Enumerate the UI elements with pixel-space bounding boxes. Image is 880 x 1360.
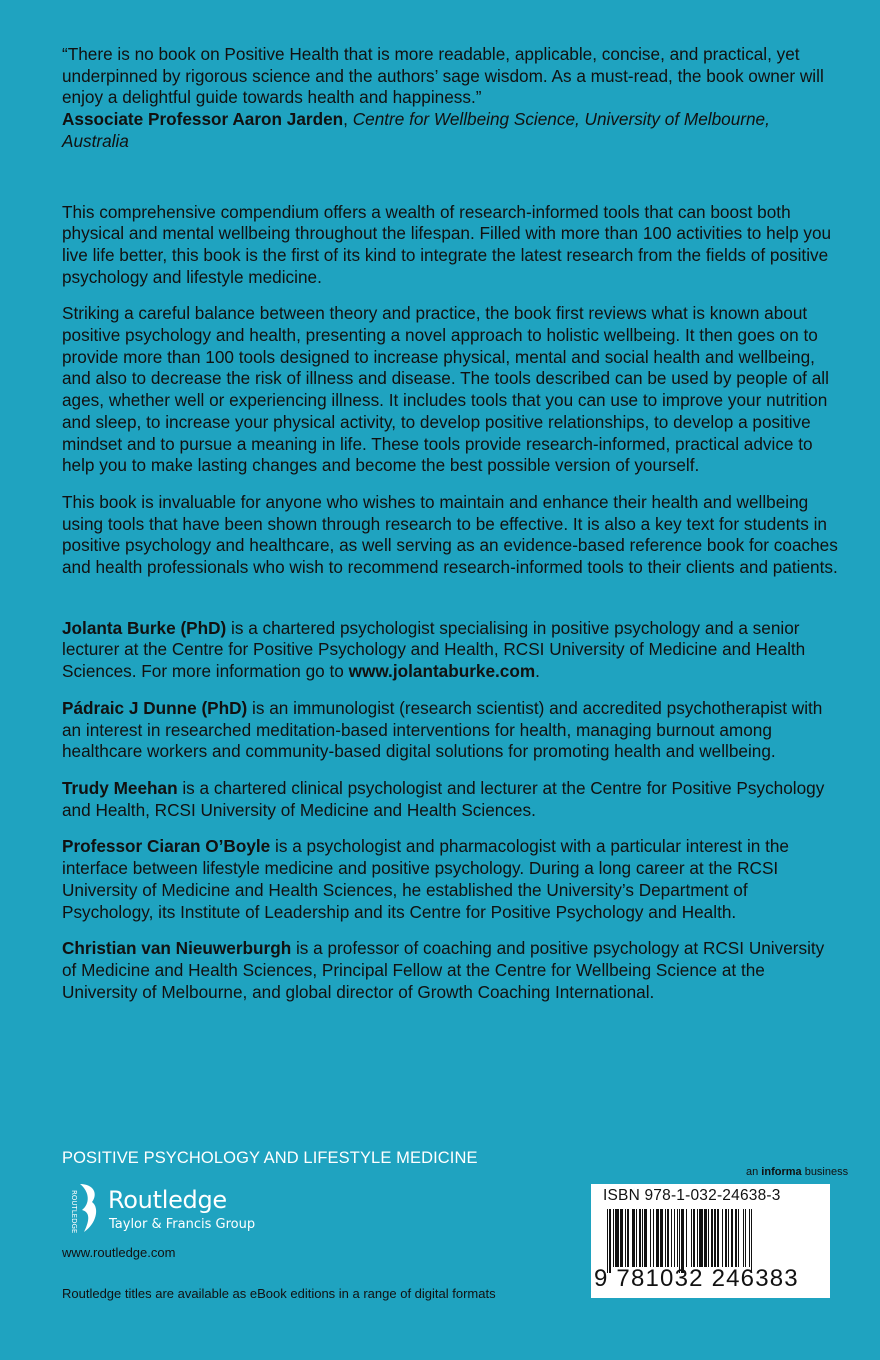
author-website-link[interactable]: www.jolantaburke.com xyxy=(348,661,536,682)
barcode-bar xyxy=(639,1209,640,1267)
ebook-note: Routledge titles are available as eBook editions in a range of digital formats xyxy=(62,1286,496,1301)
barcode-bar xyxy=(711,1209,712,1267)
publisher-name: Routledge xyxy=(108,1186,227,1214)
barcode-bar xyxy=(613,1209,614,1267)
publisher-url[interactable]: www.routledge.com xyxy=(62,1245,176,1260)
barcode-bar xyxy=(743,1209,744,1267)
author-bio: Jolanta Burke (PhD) is a chartered psychologist specialising in positive psychology and a senior lecturer at the Centre for Positive Psychology and Health, RCSI University of Medicine and Health Sciences. For more information go to www.jolantaburke.com. xyxy=(62,617,806,682)
barcode-bar xyxy=(607,1209,608,1273)
barcode-bar xyxy=(609,1209,610,1273)
barcode-bar xyxy=(636,1209,637,1267)
author-name: Professor Ciaran O’Boyle xyxy=(62,836,271,857)
barcode-bar xyxy=(660,1209,664,1267)
barcode-bar xyxy=(667,1209,669,1267)
author-bio: Christian van Nieuwerburgh is a professor of coaching and positive psychology at RCSI University of Medicine and Health Sciences, Principal Fellow at the Centre for Wellbeing Science at the University of Melbourne, and global director of Growth Coaching International. xyxy=(62,938,825,1002)
endorsement-quote: “There is no book on Positive Health that is more readable, applicable, concise, and practical, yet underpinned by rigorous science and the authors’ sage wisdom. As a must-read, the book owner will enjoy a delightful guide towards health and happiness.” Associate Professor Aaron Jarden, Centre for Wellbeing Science, University of Melbourne, Australia xyxy=(62,44,824,151)
author-name: Christian van Nieuwerburgh xyxy=(62,938,292,959)
barcode-bar xyxy=(671,1209,672,1267)
barcode-bar xyxy=(656,1209,658,1267)
barcode-bar xyxy=(714,1209,716,1267)
barcode-bar xyxy=(699,1209,703,1267)
isbn-label: ISBN 978-1-032-24638-3 xyxy=(603,1187,781,1204)
barcode-bar xyxy=(679,1209,680,1273)
barcode-bar xyxy=(642,1209,643,1267)
description-paragraph: This book is invaluable for anyone who wishes to maintain and enhance their health and wellbeing using tools that have been shown through research to be effective. It is also a key text for students in positive psychology and healthcare, as well serving as an evidence-based reference book for coaches and health professionals who wish to recommend research-informed tools to their clients and patients. xyxy=(62,491,838,578)
series-title: POSITIVE PSYCHOLOGY AND LIFESTYLE MEDICINE xyxy=(62,1149,478,1167)
barcode-bars xyxy=(607,1209,817,1267)
author-name: Jolanta Burke (PhD) xyxy=(62,617,227,638)
barcode-bar xyxy=(735,1209,736,1267)
barcode-bar xyxy=(625,1209,626,1267)
barcode-bar xyxy=(749,1209,750,1267)
barcode-bar xyxy=(751,1209,752,1273)
barcode-bar xyxy=(745,1209,746,1267)
barcode-bar xyxy=(708,1209,709,1267)
author-name: Trudy Meehan xyxy=(62,777,178,798)
publisher-group: Taylor & Francis Group xyxy=(109,1217,256,1232)
author-bio: Trudy Meehan is a chartered clinical psychologist and lecturer at the Centre for Positive Psychology and Health, RCSI University of Medicine and Health Sciences. xyxy=(62,777,825,820)
routledge-emblem-icon xyxy=(62,1180,102,1238)
author-bio: Professor Ciaran O’Boyle is a psychologist and pharmacologist with a particular interest in the interface between lifestyle medicine and positive psychology. During a long career at the RCSI University of Medicine and Health Sciences, he established the University’s Department of Psychology, its Institute of Leadership and its Centre for Positive Psychology and Health. xyxy=(62,836,789,922)
barcode-bar xyxy=(686,1209,687,1267)
barcode-bar xyxy=(731,1209,733,1267)
barcode-bar xyxy=(653,1209,654,1267)
routledge-emblem-text: ROUTLEDGE xyxy=(70,1190,78,1234)
quote-affiliation: Centre for Wellbeing Science, University of Melbourne, Australia xyxy=(62,109,770,151)
barcode-bar xyxy=(693,1209,694,1267)
barcode-bar xyxy=(615,1209,619,1267)
back-cover-text xyxy=(62,44,838,1018)
barcode-bar xyxy=(620,1209,622,1267)
barcode-bar xyxy=(632,1209,634,1267)
barcode-bar xyxy=(697,1209,698,1267)
barcode-bar xyxy=(677,1209,678,1267)
description-paragraph: This comprehensive compendium offers a wealth of research-informed tools that can boost both physical and mental wellbeing throughout the lifespan. Filled with more than 100 activities to help you live life better, this book is the first of its kind to integrate the latest research from the fields of positive psychology and lifestyle medicine. xyxy=(62,201,832,287)
barcode-bar xyxy=(717,1209,718,1267)
description-paragraph: Striking a careful balance between theory and practice, the book first reviews what is known about positive psychology and health, presenting a novel approach to holistic wellbeing. It then goes on to provide more than 100 tools designed to increase physical, mental and social health and wellbeing, and also to decrease the risk of illness and disease. The tools described can be used by people of all ages, whether well or experiencing illness. It includes tools that you can use to improve your nutrition and sleep, to increase your physical activity, to develop positive relationships, to develop a positive mindset and to pursue a meaning in life. These tools provide research-informed, practical advice to help you to make lasting changes and become the best possible version of yourself. xyxy=(62,303,829,476)
barcode-bar xyxy=(722,1209,723,1267)
author-bio: Pádraic J Dunne (PhD) is an immunologist (research scientist) and accredited psychotherapist with an interest in researched meditation-based interventions for health, managing burnout among healthcare workers and community-based digital solutions for promoting health and wellbeing. xyxy=(62,697,823,762)
isbn-digits: 9 781032 246383 xyxy=(594,1265,799,1292)
informa-brand: informa xyxy=(761,1166,802,1178)
barcode-bar xyxy=(725,1209,727,1267)
barcode-bar xyxy=(674,1209,675,1267)
isbn-barcode xyxy=(591,1184,830,1298)
barcode-bar xyxy=(738,1209,739,1267)
quote-text: “There is no book on Positive Health that is more readable, applicable, concise, and practical, yet underpinned by rigorous science and the authors’ sage wisdom. As a must-read, the book owner will enjoy a delightful guide towards health and happiness.” xyxy=(62,44,824,108)
barcode-bar xyxy=(650,1209,651,1267)
barcode-bar xyxy=(728,1209,729,1267)
barcode-bar xyxy=(704,1209,706,1267)
informa-tagline: an informa business xyxy=(746,1166,849,1178)
barcode-bar xyxy=(627,1209,628,1267)
barcode-bar xyxy=(665,1209,666,1267)
barcode-bar xyxy=(691,1209,692,1267)
author-name: Pádraic J Dunne (PhD) xyxy=(62,697,248,718)
barcode-bar xyxy=(644,1209,646,1267)
barcode-bar xyxy=(681,1209,683,1273)
routledge-logo xyxy=(62,1180,262,1240)
quote-author: Associate Professor Aaron Jarden xyxy=(62,109,344,130)
